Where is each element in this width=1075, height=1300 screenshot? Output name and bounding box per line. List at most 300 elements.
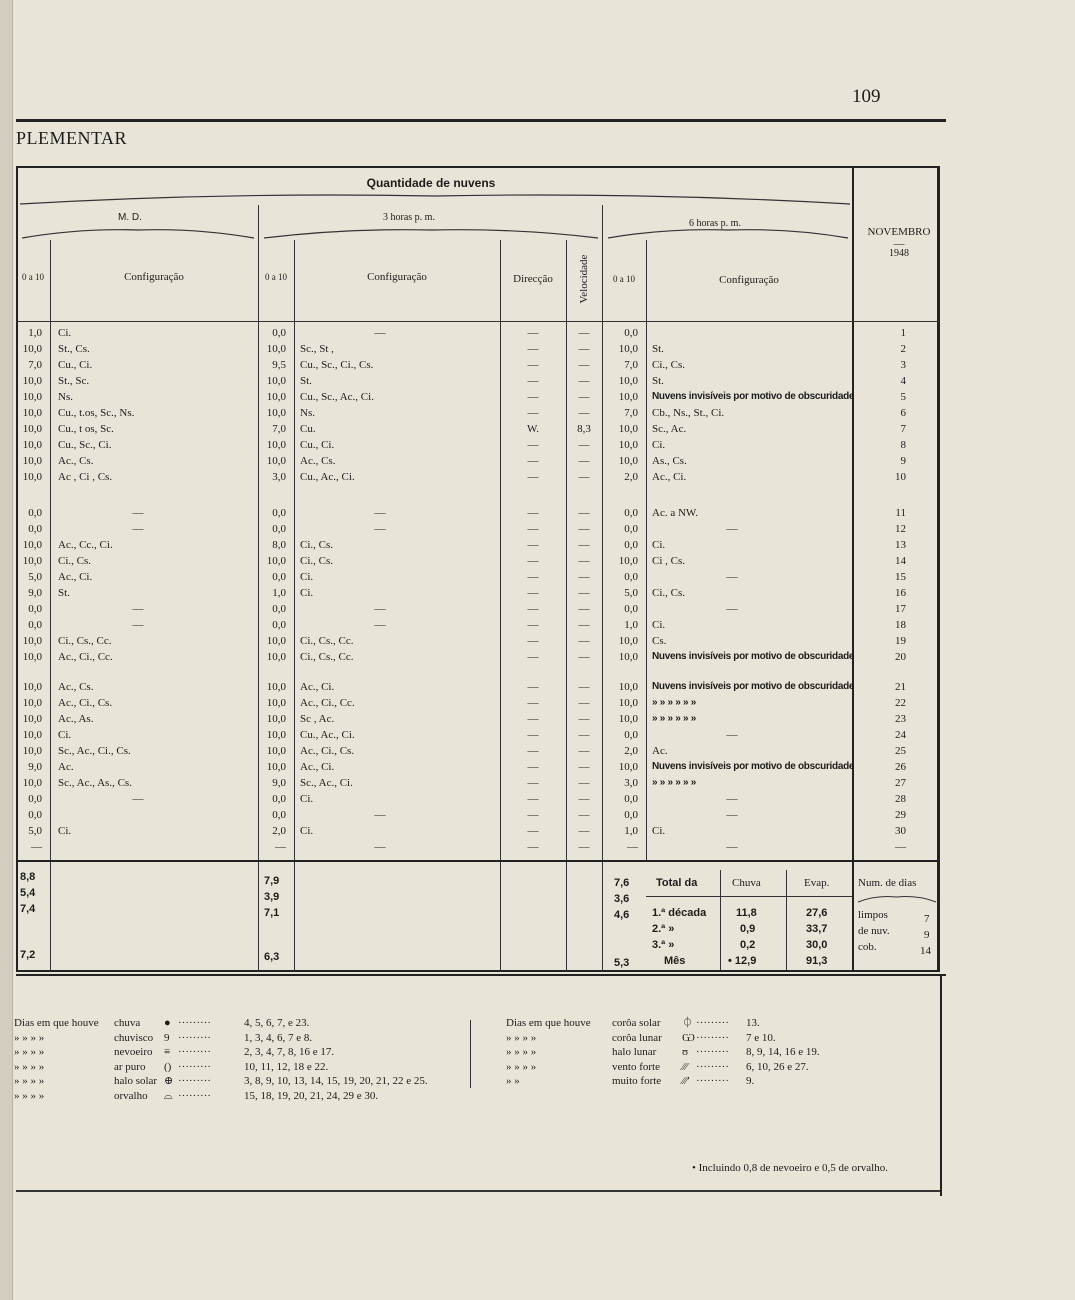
table-cell: — bbox=[578, 635, 590, 647]
legend-days: 10, 11, 12, 18 e 22. bbox=[244, 1060, 329, 1073]
table-cell: 10,0 bbox=[22, 697, 42, 709]
table-cell: — bbox=[578, 681, 590, 693]
table-cell: 29 bbox=[895, 809, 906, 821]
table-cell: — bbox=[132, 793, 144, 805]
table-cell: Cu., t.os, Sc., Ns. bbox=[58, 407, 135, 419]
table-cell: Sc., Ac., As., Cs. bbox=[58, 777, 132, 789]
table-cell: — bbox=[578, 841, 590, 853]
table-cell: — bbox=[578, 455, 590, 467]
table-cell: — bbox=[527, 603, 539, 615]
bottom-rule bbox=[16, 974, 946, 976]
table-cell: 10,0 bbox=[266, 343, 286, 355]
table-cell: 10,0 bbox=[618, 681, 638, 693]
table-cell: 10,0 bbox=[22, 539, 42, 551]
legend-label: muito forte bbox=[612, 1075, 662, 1087]
table-cell: 8,0 bbox=[272, 539, 286, 551]
table-cell: — bbox=[527, 359, 539, 371]
table-cell: Ac. bbox=[58, 761, 74, 773]
table-cell: 0,0 bbox=[272, 571, 286, 583]
h3-brace bbox=[262, 226, 600, 240]
table-cell: 10,0 bbox=[618, 375, 638, 387]
table-cell: — bbox=[578, 697, 590, 709]
md-sum-3: 7,4 bbox=[20, 903, 36, 915]
table-cell: Ac., Cs. bbox=[58, 681, 94, 693]
table-cell: 1,0 bbox=[272, 587, 286, 599]
leader-dots: ········· bbox=[696, 1046, 729, 1058]
leader-dots: ········· bbox=[696, 1075, 729, 1087]
legend-symbol-icon: 9 bbox=[164, 1031, 170, 1044]
table-cell: — bbox=[527, 793, 539, 805]
table-cell: Ci. bbox=[652, 539, 666, 551]
table-cell: 10,0 bbox=[266, 555, 286, 567]
table-cell: 10,0 bbox=[266, 455, 286, 467]
legend-symbol-icon: ⁄⁄⁄ bbox=[682, 1060, 688, 1073]
table-cell: — bbox=[527, 761, 539, 773]
h6-sum-3: 4,6 bbox=[614, 909, 630, 921]
table-cell: — bbox=[578, 619, 590, 631]
table-cell: — bbox=[132, 523, 144, 535]
table-cell: 27 bbox=[895, 777, 906, 789]
table-cell: Ci. bbox=[58, 825, 72, 837]
table-cell: 2,0 bbox=[624, 471, 638, 483]
header-scale-6h: 0 a 10 bbox=[613, 274, 635, 284]
table-cell: 7,0 bbox=[624, 407, 638, 419]
table-cell: 17 bbox=[895, 603, 906, 615]
table-cell: — bbox=[527, 681, 539, 693]
table-cell: — bbox=[578, 745, 590, 757]
table-cell: — bbox=[578, 439, 590, 451]
table-cell: Ac., Cc., Ci. bbox=[58, 539, 113, 551]
sum-chuva-2: 0,9 bbox=[740, 923, 756, 935]
table-cell: — bbox=[527, 713, 539, 725]
leader-dots: ········· bbox=[178, 1075, 211, 1087]
table-cell: — bbox=[578, 603, 590, 615]
table-cell: — bbox=[578, 651, 590, 663]
leader-dots: ········· bbox=[178, 1031, 211, 1044]
table-cell: — bbox=[578, 359, 590, 371]
table-cell: — bbox=[527, 439, 539, 451]
legend-prefix: » » bbox=[506, 1075, 520, 1087]
header-config-3h: Configuração bbox=[367, 271, 427, 283]
table-cell: 16 bbox=[895, 587, 906, 599]
table-cell: 0,0 bbox=[624, 793, 638, 805]
legend-label: vento forte bbox=[612, 1060, 660, 1073]
table-cell: — bbox=[527, 343, 539, 355]
table-cell: 6 bbox=[900, 407, 906, 419]
table-cell: 14 bbox=[895, 555, 906, 567]
legend-symbol-icon: ⊕ bbox=[164, 1075, 174, 1087]
table-cell: 13 bbox=[895, 539, 906, 551]
table-cell: — bbox=[578, 571, 590, 583]
table-cell: 5,0 bbox=[28, 825, 42, 837]
table-cell: Ac. bbox=[652, 745, 668, 757]
table-cell: 10,0 bbox=[22, 681, 42, 693]
h6-sum-1: 7,6 bbox=[614, 877, 630, 889]
h3-sum-4: 6,3 bbox=[264, 951, 280, 963]
sum-evap-4: 91,3 bbox=[806, 955, 828, 967]
header-velocidade: Velocidade bbox=[578, 254, 590, 304]
sum-rule bbox=[646, 896, 852, 897]
legend-prefix: Dias em que houve bbox=[506, 1017, 591, 1029]
table-cell: Ci., Cs. bbox=[652, 587, 686, 599]
legend-prefix: Dias em que houve bbox=[14, 1017, 99, 1029]
table-cell: — bbox=[527, 841, 539, 853]
legend-label: corôa solar bbox=[612, 1017, 661, 1029]
legend-days: 2, 3, 4, 7, 8, 16 e 17. bbox=[244, 1046, 335, 1058]
table-cell: 9,5 bbox=[272, 359, 286, 371]
h6-sum-4: 5,3 bbox=[614, 957, 630, 969]
table-cell: Cu., t os, Sc. bbox=[58, 423, 114, 435]
table-cell: 10,0 bbox=[22, 455, 42, 467]
table-cell: 10,0 bbox=[618, 697, 638, 709]
table-cell: — bbox=[374, 619, 386, 631]
table-cell: Cu. bbox=[300, 423, 316, 435]
col-divider bbox=[294, 240, 295, 972]
table-cell: 10,0 bbox=[22, 713, 42, 725]
table-cell: — bbox=[527, 571, 539, 583]
table-cell: Ac., Ci., Cc. bbox=[58, 651, 113, 663]
table-cell: 10,0 bbox=[22, 471, 42, 483]
table-cell: 10,0 bbox=[618, 439, 638, 451]
legend-label: corôa lunar bbox=[612, 1031, 662, 1044]
table-cell: 10,0 bbox=[22, 439, 42, 451]
table-cell: Ac., Ci., Cs. bbox=[58, 697, 113, 709]
summary-rule bbox=[16, 860, 940, 862]
table-cell: — bbox=[374, 523, 386, 535]
table-cell: Ac., Ci., Cc. bbox=[300, 697, 355, 709]
table-cell: 9,0 bbox=[28, 761, 42, 773]
table-cell: 25 bbox=[895, 745, 906, 757]
table-cell: — bbox=[527, 327, 539, 339]
table-cell: Ac., Ci. bbox=[300, 681, 335, 693]
table-cell: 0,0 bbox=[272, 327, 286, 339]
header-rule bbox=[852, 321, 940, 322]
table-cell: — bbox=[275, 841, 286, 853]
table-cell: — bbox=[527, 555, 539, 567]
chuva-header: Chuva bbox=[732, 877, 761, 889]
legend-prefix: » » » » bbox=[14, 1089, 45, 1102]
table-cell: 10,0 bbox=[618, 651, 638, 663]
table-cell: 9,0 bbox=[272, 777, 286, 789]
table-cell: 10,0 bbox=[22, 407, 42, 419]
table-cell: 3,0 bbox=[272, 471, 286, 483]
legend-divider bbox=[470, 1020, 471, 1088]
table-cell: Nuvens invisíveis por motivo de obscuridade bbox=[652, 391, 855, 402]
col-divider bbox=[50, 240, 51, 972]
table-cell: St., Cs. bbox=[58, 343, 90, 355]
table-cell: — bbox=[578, 825, 590, 837]
table-cell: Ci. bbox=[300, 587, 314, 599]
legend-symbol-icon: ʊ bbox=[682, 1046, 689, 1058]
table-cell: Ci., Cs., Cc. bbox=[300, 635, 354, 647]
legend-prefix: » » » » bbox=[506, 1031, 537, 1044]
legend-label: halo lunar bbox=[612, 1046, 657, 1058]
table-cell: 12 bbox=[895, 523, 906, 535]
header-config-6h: Configuração bbox=[719, 274, 779, 286]
table-cell: 0,0 bbox=[624, 507, 638, 519]
sum-evap-2: 33,7 bbox=[806, 923, 828, 935]
table-cell: St. bbox=[652, 343, 664, 355]
table-cell: Cu., Ci. bbox=[58, 359, 93, 371]
dias-label-2: de nuv. bbox=[858, 925, 890, 937]
legend-prefix: » » » » bbox=[14, 1075, 45, 1087]
table-cell: — bbox=[726, 841, 738, 853]
table-cell: Ci., Cs., Cc. bbox=[300, 651, 354, 663]
dias-value-2: 9 bbox=[924, 929, 930, 941]
table-cell: 21 bbox=[895, 681, 906, 693]
h3-sum-2: 3,9 bbox=[264, 891, 280, 903]
sum-evap-1: 27,6 bbox=[806, 907, 828, 919]
table-cell: 0,0 bbox=[272, 603, 286, 615]
page-end-rule bbox=[16, 1190, 940, 1192]
legend-symbol-icon: ⁄⁄⁄' bbox=[682, 1075, 690, 1087]
legend-days: 1, 3, 4, 6, 7 e 8. bbox=[244, 1031, 313, 1044]
table-cell: Cu., Sc., Ci., Cs. bbox=[300, 359, 374, 371]
table-cell: 7,0 bbox=[624, 359, 638, 371]
table-cell: 0,0 bbox=[28, 793, 42, 805]
table-cell: 10,0 bbox=[618, 761, 638, 773]
sum-row-label-3: 3.ª » bbox=[652, 939, 675, 951]
table-cell: — bbox=[527, 809, 539, 821]
table-cell: Ac., Ci. bbox=[300, 761, 335, 773]
table-cell: Cu., Ac., Ci. bbox=[300, 729, 355, 741]
table-cell: 26 bbox=[895, 761, 906, 773]
table-cell: — bbox=[726, 571, 738, 583]
table-cell: Ac., Cs. bbox=[58, 455, 94, 467]
table-cell: 18 bbox=[895, 619, 906, 631]
sum-divider bbox=[720, 870, 721, 970]
table-cell: W. bbox=[526, 423, 540, 435]
numdias-brace bbox=[856, 894, 938, 904]
table-cell: Sc., Ac., Ci., Cs. bbox=[58, 745, 131, 757]
table-cell: Sc., Ac. bbox=[652, 423, 687, 435]
md-sum-4: 7,2 bbox=[20, 949, 36, 961]
table-cell: — bbox=[31, 841, 42, 853]
sum-row-label-1: 1.ª década bbox=[652, 907, 707, 919]
sum-row-label-2: 2.ª » bbox=[652, 923, 675, 935]
header-scale-md: 0 a 10 bbox=[22, 272, 44, 282]
legend-prefix: » » » » bbox=[14, 1046, 45, 1058]
table-cell: — bbox=[578, 471, 590, 483]
table-cell: Nuvens invisíveis por motivo de obscuridade bbox=[652, 651, 855, 662]
table-cell: 10,0 bbox=[266, 375, 286, 387]
table-cell: 0,0 bbox=[624, 327, 638, 339]
dias-value-1: 7 bbox=[924, 913, 930, 925]
header-brace bbox=[18, 190, 852, 206]
table-cell: Ci. bbox=[652, 619, 666, 631]
table-cell: 0,0 bbox=[624, 523, 638, 535]
table-cell: St. bbox=[652, 375, 664, 387]
table-cell: — bbox=[578, 777, 590, 789]
table-cell: — bbox=[527, 471, 539, 483]
table-cell: Nuvens invisíveis por motivo de obscuridade bbox=[652, 681, 855, 692]
dias-value-3: 14 bbox=[920, 945, 931, 957]
legend-prefix: » » » » bbox=[506, 1060, 537, 1073]
table-cell: Ci., Cs. bbox=[300, 555, 334, 567]
header-rule bbox=[16, 321, 852, 322]
sum-evap-3: 30,0 bbox=[806, 939, 828, 951]
legend-days: 3, 8, 9, 10, 13, 14, 15, 19, 20, 21, 22 e 25. bbox=[244, 1075, 428, 1087]
header-year: 1948 bbox=[889, 248, 909, 259]
table-cell: 4 bbox=[900, 375, 906, 387]
table-cell: — bbox=[527, 407, 539, 419]
table-cell: Ci. bbox=[300, 571, 314, 583]
table-cell: — bbox=[527, 587, 539, 599]
table-cell: 0,0 bbox=[624, 809, 638, 821]
page-title: PLEMENTAR bbox=[16, 128, 128, 148]
table-cell: 0,0 bbox=[28, 603, 42, 615]
table-cell: 0,0 bbox=[272, 793, 286, 805]
table-cell: — bbox=[374, 327, 386, 339]
table-cell: — bbox=[578, 761, 590, 773]
table-cell: — bbox=[527, 539, 539, 551]
table-cell: — bbox=[895, 841, 906, 853]
table-cell: Cu., Sc., Ci. bbox=[58, 439, 112, 451]
table-cell: — bbox=[527, 619, 539, 631]
table-cell: 10,0 bbox=[618, 713, 638, 725]
legend-days: 13. bbox=[746, 1017, 760, 1029]
table-cell: Cu., Sc., Ac., Ci. bbox=[300, 391, 374, 403]
table-cell: 10,0 bbox=[22, 343, 42, 355]
legend-prefix: » » » » bbox=[506, 1046, 537, 1058]
table-cell: 0,0 bbox=[28, 523, 42, 535]
table-cell: 9,0 bbox=[28, 587, 42, 599]
legend-label: orvalho bbox=[114, 1089, 148, 1102]
table-cell: 10,0 bbox=[266, 407, 286, 419]
table-cell: Ac , Ci , Cs. bbox=[58, 471, 113, 483]
legend-days: 8, 9, 14, 16 e 19. bbox=[746, 1046, 820, 1058]
table-cell: Ci., Cs. bbox=[652, 359, 686, 371]
table-cell: 0,0 bbox=[624, 571, 638, 583]
table-cell: 10,0 bbox=[266, 697, 286, 709]
table-cell: 10,0 bbox=[266, 635, 286, 647]
table-cell: 1,0 bbox=[28, 327, 42, 339]
h3-sum-3: 7,1 bbox=[264, 907, 280, 919]
table-cell: — bbox=[578, 713, 590, 725]
table-cell: 8,3 bbox=[577, 423, 591, 435]
table-cell: 24 bbox=[895, 729, 906, 741]
table-cell: 0,0 bbox=[28, 809, 42, 821]
table-cell: — bbox=[578, 407, 590, 419]
legend-symbol-icon: Ѡ bbox=[682, 1031, 695, 1044]
table-cell: 28 bbox=[895, 793, 906, 805]
table-cell: 10,0 bbox=[22, 777, 42, 789]
table-cell: Ci. bbox=[58, 729, 72, 741]
table-cell: — bbox=[132, 619, 144, 631]
table-cell: — bbox=[578, 809, 590, 821]
table-cell: 0,0 bbox=[272, 809, 286, 821]
header-md: M. D. bbox=[118, 212, 142, 223]
sum-chuva-3: 0,2 bbox=[740, 939, 756, 951]
total-label: Total da bbox=[656, 877, 698, 889]
table-cell: 10,0 bbox=[266, 729, 286, 741]
table-cell: — bbox=[527, 651, 539, 663]
table-cell: Ci. bbox=[652, 439, 666, 451]
table-cell: 5 bbox=[900, 391, 906, 403]
table-cell: » » » » » » bbox=[652, 697, 696, 708]
table-cell: 10,0 bbox=[266, 761, 286, 773]
table-cell: Sc., Ac., Ci. bbox=[300, 777, 353, 789]
table-cell: Sc , Ac. bbox=[300, 713, 335, 725]
table-cell: 10,0 bbox=[22, 555, 42, 567]
table-cell: » » » » » » bbox=[652, 713, 696, 724]
table-cell: — bbox=[527, 825, 539, 837]
table-cell: 2 bbox=[900, 343, 906, 355]
table-cell: 10,0 bbox=[618, 423, 638, 435]
table-cell: — bbox=[527, 729, 539, 741]
table-cell: 1,0 bbox=[624, 619, 638, 631]
table-cell: — bbox=[527, 745, 539, 757]
evap-header: Evap. bbox=[804, 877, 830, 889]
table-cell: 0,0 bbox=[624, 603, 638, 615]
table-cell: 2,0 bbox=[272, 825, 286, 837]
legend-days: 9. bbox=[746, 1075, 755, 1087]
table-cell: 10,0 bbox=[22, 423, 42, 435]
legend-prefix: » » » » bbox=[14, 1031, 45, 1044]
table-cell: — bbox=[578, 793, 590, 805]
table-cell: Cs. bbox=[652, 635, 667, 647]
table-cell: 10,0 bbox=[22, 375, 42, 387]
table-cell: 23 bbox=[895, 713, 906, 725]
numdias-header: Num. de dias bbox=[858, 877, 917, 889]
legend-symbol-icon: ⏀ bbox=[682, 1017, 693, 1029]
table-cell: 0,0 bbox=[624, 539, 638, 551]
table-cell: Ns. bbox=[300, 407, 315, 419]
footnote: • Incluindo 0,8 de nevoeiro e 0,5 de orvalho. bbox=[692, 1162, 888, 1174]
table-cell: — bbox=[726, 603, 738, 615]
table-cell: — bbox=[527, 523, 539, 535]
table-cell: Ci. bbox=[58, 327, 72, 339]
table-cell: — bbox=[578, 555, 590, 567]
table-cell: Ac., Ci. bbox=[652, 471, 687, 483]
table-cell: Ci., Cs., Cc. bbox=[58, 635, 112, 647]
table-cell: — bbox=[578, 523, 590, 535]
table-cell: 10,0 bbox=[22, 745, 42, 757]
table-cell: 10,0 bbox=[266, 391, 286, 403]
legend-label: ar puro bbox=[114, 1060, 146, 1073]
table-cell: Ci., Cs. bbox=[300, 539, 334, 551]
sum-divider bbox=[786, 870, 787, 970]
dias-label-3: cob. bbox=[858, 941, 877, 953]
header-quantidade: Quantidade de nuvens bbox=[366, 176, 496, 190]
table-cell: 7,0 bbox=[28, 359, 42, 371]
leader-dots: ········· bbox=[178, 1089, 211, 1102]
table-cell: Ci. bbox=[300, 825, 314, 837]
table-cell: Ci. bbox=[300, 793, 314, 805]
table-cell: 2,0 bbox=[624, 745, 638, 757]
table-cell: 0,0 bbox=[272, 507, 286, 519]
table-cell: Ac., Cs. bbox=[300, 455, 336, 467]
table-cell: — bbox=[578, 587, 590, 599]
table-cell: 10,0 bbox=[22, 651, 42, 663]
table-cell: — bbox=[527, 697, 539, 709]
table-cell: St. bbox=[58, 587, 70, 599]
table-cell: — bbox=[527, 635, 539, 647]
table-cell: As., Cs. bbox=[652, 455, 687, 467]
table-cell: Sc., St , bbox=[300, 343, 334, 355]
table-cell: 5,0 bbox=[28, 571, 42, 583]
table-cell: — bbox=[578, 375, 590, 387]
legend-days: 15, 18, 19, 20, 21, 24, 29 e 30. bbox=[244, 1089, 379, 1102]
table-cell: Ac., Ci. bbox=[58, 571, 93, 583]
legend-days: 4, 5, 6, 7, e 23. bbox=[244, 1017, 310, 1029]
table-cell: 10,0 bbox=[266, 681, 286, 693]
table-cell: Ac. a NW. bbox=[652, 507, 699, 519]
leader-dots: ········· bbox=[696, 1031, 729, 1044]
table-cell: 10,0 bbox=[266, 745, 286, 757]
table-cell: — bbox=[527, 777, 539, 789]
table-cell: Nuvens invisíveis por motivo de obscuridade bbox=[652, 761, 855, 772]
